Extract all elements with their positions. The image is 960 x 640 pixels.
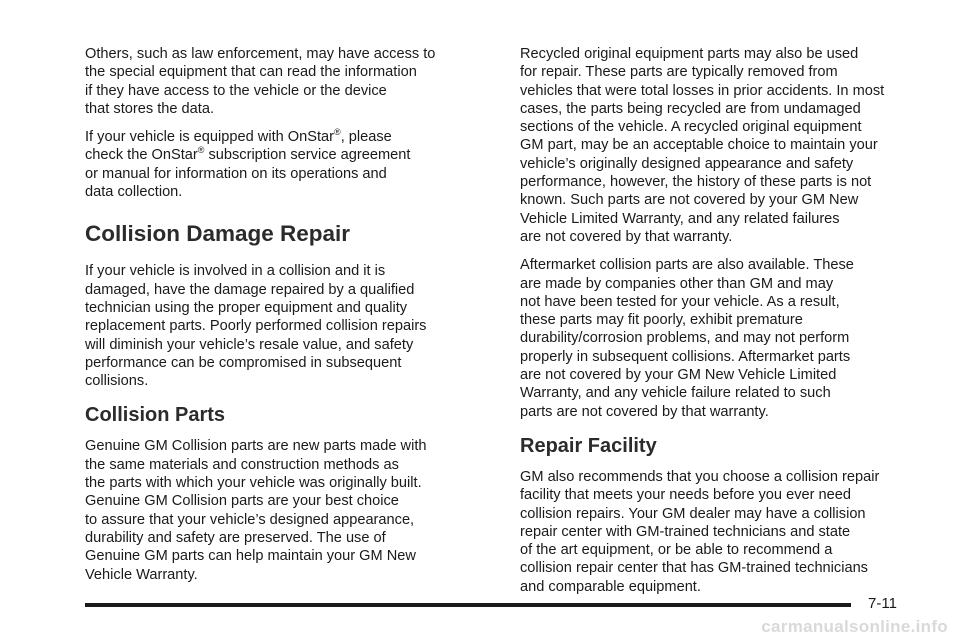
right-column <box>520 45 915 606</box>
paragraph-collision-damage-repair: If your vehicle is involved in a collision and it is damaged, have the damage repaired by a qualified technician using the proper equipment and quality replacement parts. Poorly performed collision repairs will diminish your vehicle’s resale value, and safety performance can be compromised in subsequent collisions. <box>85 263 427 390</box>
paragraph-onstar <box>85 128 480 201</box>
left-column <box>85 45 480 594</box>
paragraph-repair-facility: GM also recommends that you choose a collision repair facility that meets your needs before you ever need collision repairs. Your GM dealer may have a collision repair center with GM-trained technicians and state of the art equipment, or be able to recommend a collision repair center that has GM-trained technicians and comparable equipment. <box>520 468 880 595</box>
registered-mark: ® <box>197 145 205 156</box>
registered-mark: ® <box>334 127 341 138</box>
onstar-text-part2: , please check the OnStar <box>85 129 392 164</box>
heading-collision-damage-repair: Collision Damage Repair <box>85 221 351 247</box>
onstar-text-part3: subscription service agreement or manual for information on its operations and data collection. <box>85 147 411 201</box>
paragraph-aftermarket-parts: Aftermarket collision parts are also available. These are made by companies other than GM and may not have been tested for your vehicle. As a result, these parts may fit poorly, exhibit premature durability/corrosion problems, and may not perform properly in subsequent collisions. Aftermarket parts are not covered by your GM New Vehicle Limited Warranty, and any vehicle failure related to such parts are not covered by that warranty. <box>520 257 854 420</box>
heading-collision-parts: Collision Parts <box>85 404 226 427</box>
heading-repair-facility: Repair Facility <box>520 434 657 457</box>
paragraph-law-enforcement: Others, such as law enforcement, may have access to the special equipment that can read the information if they have access to the vehicle or the device that stores the data. <box>85 46 436 117</box>
onstar-text-part1: If your vehicle is equipped with OnStar <box>85 129 335 146</box>
page-number: 7-11 <box>868 595 897 612</box>
watermark: carmanualsonline.info <box>761 617 948 636</box>
footer-rule <box>85 603 851 607</box>
paragraph-collision-parts: Genuine GM Collision parts are new parts made with the same materials and construction methods as the parts with which your vehicle was originally built. Genuine GM Collision parts are your best choice to assure that your vehicle’s designed appearance, durability and safety are preserved. The use of Genuine GM parts can help maintain your GM New Vehicle Warranty. <box>85 438 427 583</box>
paragraph-recycled-parts: Recycled original equipment parts may also be used for repair. These parts are typically removed from vehicles that were total losses in prior accidents. In most cases, the parts being recycled are from undamaged sections of the vehicle. A recycled original equipment GM part, may be an acceptable choice to maintain your vehicle’s originally designed appearance and safety performance, however, the history of these parts is not known. Such parts are not covered by your GM New Vehicle Limited Warranty, and any related failures are not covered by that warranty. <box>520 46 885 245</box>
